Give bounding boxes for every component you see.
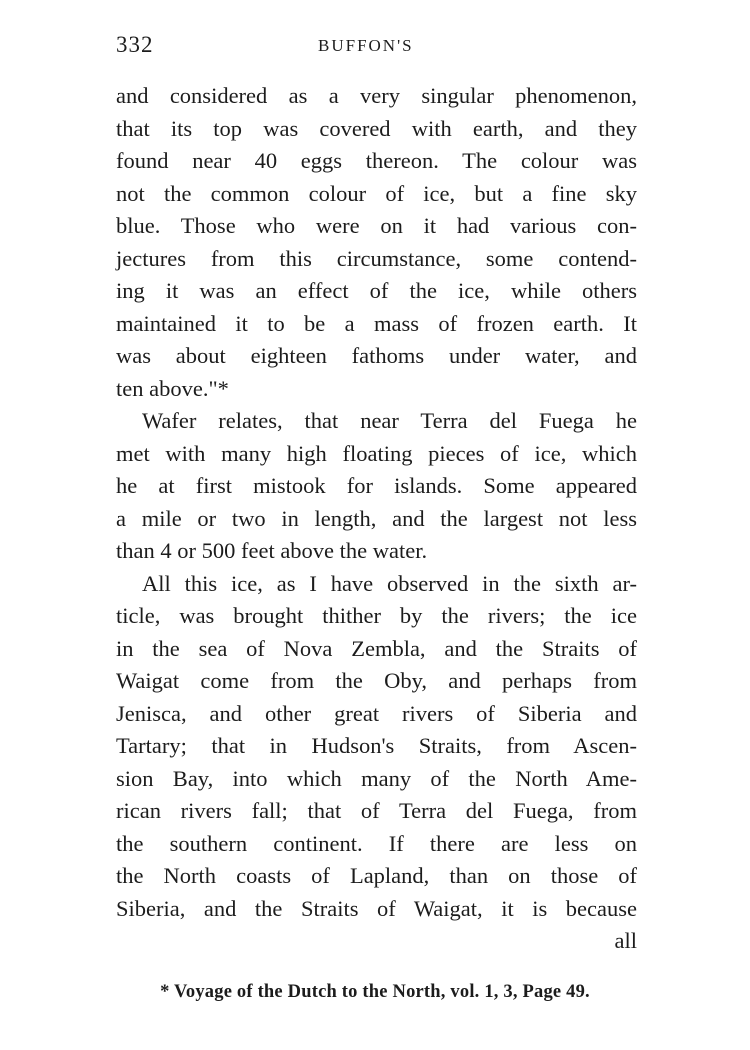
text-line: not the common colour of ice, but a fine sky <box>116 180 637 206</box>
text-line: the southern continent. If there are less on <box>116 830 637 856</box>
catchword: all <box>614 928 637 953</box>
page-header <box>0 30 750 60</box>
text-line: Siberia, and the Straits of Waigat, it is because <box>116 895 637 921</box>
text-line: Tartary; that in Hudson's Straits, from Ascen- <box>116 733 637 758</box>
text-line: blue. Those who were on it had various con- <box>116 213 637 238</box>
text-line: met with many high floating pieces of ice, which <box>116 440 637 466</box>
text-line: rican rivers fall; that of Terra del Fuega, from <box>116 798 637 823</box>
text-line: was about eighteen fathoms under water, and <box>116 343 637 368</box>
text-line: ing it was an effect of the ice, while others <box>116 278 637 303</box>
body-text <box>116 80 637 958</box>
text-line: maintained it to be a mass of frozen earth. It <box>116 310 637 336</box>
running-head: BUFFON'S <box>318 36 414 55</box>
text-line: that its top was covered with earth, and they <box>116 115 637 141</box>
footnote: * Voyage of the Dutch to the North, vol. 1, 3, Page 49. <box>160 982 590 1002</box>
text-line: sion Bay, into which many of the North Ame- <box>116 765 637 791</box>
text-line: Waigat come from the Oby, and perhaps from <box>116 668 637 693</box>
text-line: and considered as a very singular phenomenon, <box>116 83 637 108</box>
text-line: All this ice, as I have observed in the sixth ar- <box>142 570 637 596</box>
text-line: ten above."* <box>116 375 229 401</box>
text-line: in the sea of Nova Zembla, and the Straits of <box>116 635 637 661</box>
text-line: the North coasts of Lapland, than on those of <box>116 863 637 888</box>
text-line: a mile or two in length, and the largest not less <box>116 505 637 531</box>
text-line: jectures from this circumstance, some contend- <box>116 245 637 271</box>
text-line: found near 40 eggs thereon. The colour was <box>116 148 637 173</box>
text-line: ticle, was brought thither by the rivers; the ice <box>116 603 637 628</box>
text-line: he at first mistook for islands. Some appeared <box>116 473 637 498</box>
text-line: Jenisca, and other great rivers of Siberia and <box>116 700 637 726</box>
page-number: 332 <box>116 32 154 57</box>
text-line: than 4 or 500 feet above the water. <box>116 538 428 563</box>
text-line: Wafer relates, that near Terra del Fuega he <box>142 408 637 433</box>
